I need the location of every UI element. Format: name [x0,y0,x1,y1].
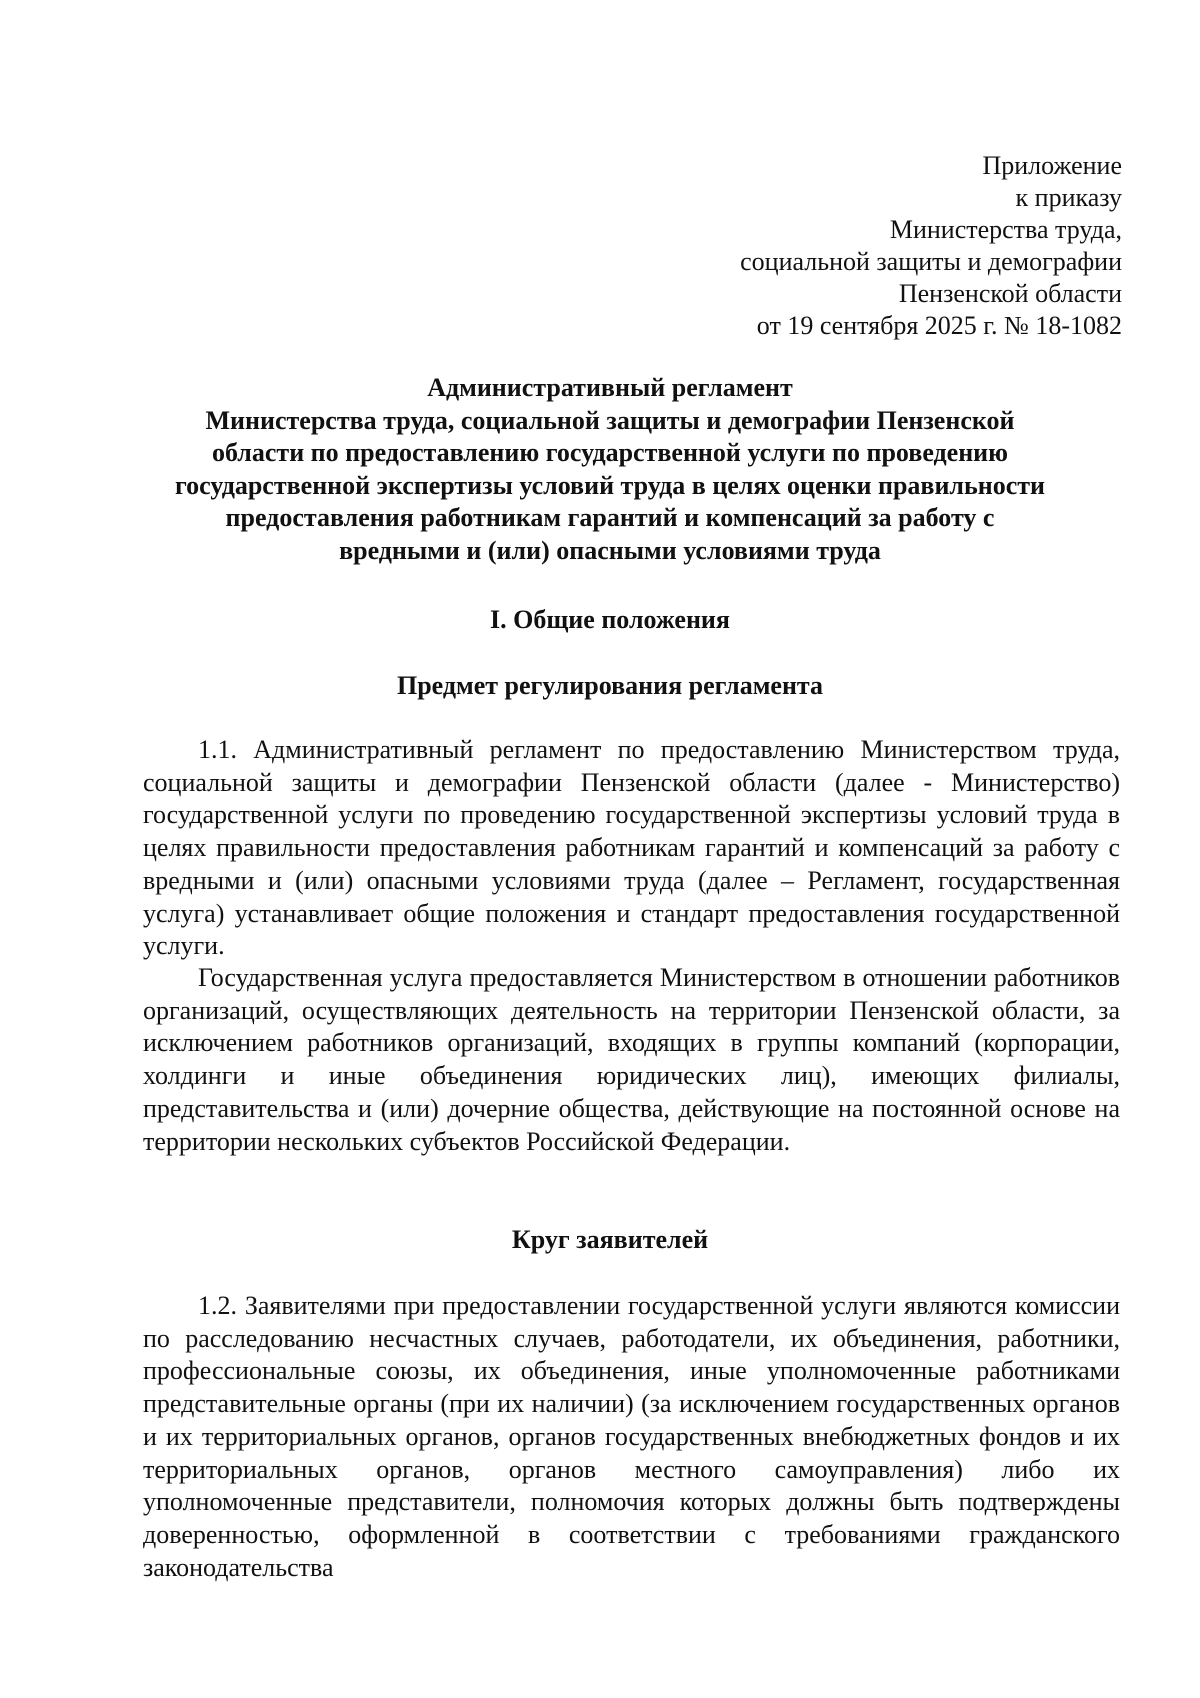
document-title [130,372,1090,567]
paragraph-1-1: 1.1. Административный регламент по предоставлению Министерством труда, социальной защиты и демографии Пензенской области (далее - Министерство) государственной услуги по проведению государственной экспертизы условий труда в целях правильности предоставления работникам гарантий и компенсаций за работу с вредными и (или) опасными условиями труда (далее – Регламент, государственная услуга) устанавливает общие положения и стандарт предоставления государственной услуги. [143,735,1120,961]
section-subheading: Круг заявителей [511,1225,709,1254]
appendix-line: социальной защиты и демографии [740,247,1122,276]
title-line: Административный регламент [427,373,793,402]
appendix-line: Пензенской области [898,279,1122,308]
title-line: области по предоставлению государственной услуги по проведению [211,438,1009,467]
appendix-line: к приказу [1015,183,1122,212]
section-heading: I. Общие положения [490,605,730,634]
title-line: вредными и (или) опасными условиями труда [339,535,881,565]
section-subheading: Предмет регулирования регламента [396,671,824,700]
appendix-line: от 19 сентября 2025 г. № 18-1082 [756,311,1122,340]
appendix-block [740,150,1122,342]
appendix-line: Министерства труда, [889,215,1122,244]
title-line: государственной экспертизы условий труда в целях оценки правильности [174,470,1046,500]
title-line: предоставления работникам гарантий и компенсаций за работу с [225,503,995,532]
appendix-line: Приложение [982,151,1122,180]
paragraph-1-2: 1.2. Заявителями при предоставлении государственной услуги являются комиссии по расследованию несчастных случаев, работодатели, их объединения, работники, профессиональные союзы, их объединения, иные уполномоченные работниками представительные органы (при их наличии) (за исключением государственных органов и их территориальных органов, органов государственных внебюджетных фондов и их территориальных органов, органов местного самоуправления) либо их уполномоченные представители, полномочия которых должны быть подтверждены доверенностью, оформленной в соответствии с требованиями гражданского законодательства [143,1291,1120,1582]
paragraph-1-1-continued: Государственная услуга предоставляется Министерством в отношении работников организаций, осуществляющих деятельность на территории Пензенской области, за исключением работников организаций, входящих в группы компаний (корпорации, холдинги и иные объединения юридических лиц), имеющих филиалы, представительства и (или) дочерние общества, действующие на постоянной основе на территории нескольких субъектов Российской Федерации. [143,963,1120,1156]
title-line: Министерства труда, социальной защиты и демографии Пензенской [205,405,1015,435]
